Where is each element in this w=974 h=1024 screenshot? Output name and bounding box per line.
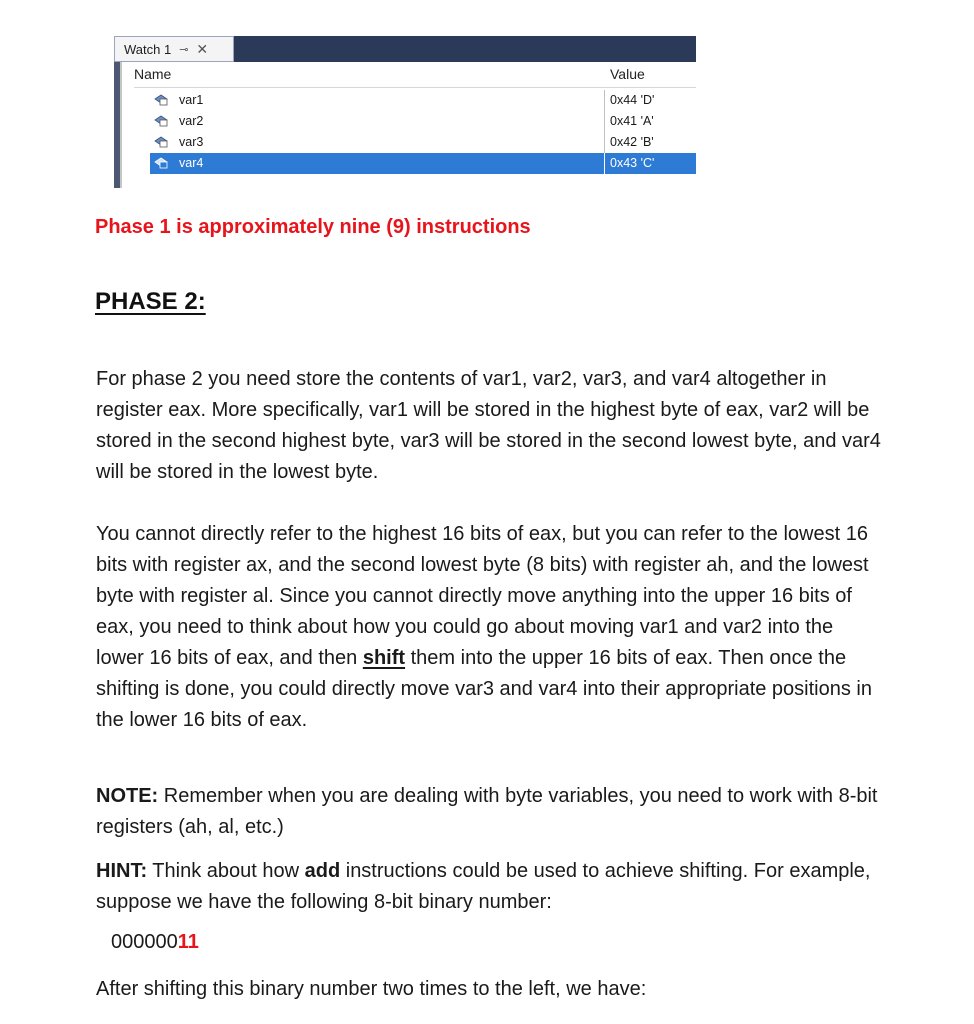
header-divider (134, 87, 696, 88)
column-divider (604, 111, 605, 132)
row-name: var1 (179, 93, 204, 107)
note-label: NOTE: (96, 785, 159, 807)
emphasis-add: add (304, 860, 341, 882)
emphasis-shift: shift (362, 647, 406, 669)
variable-icon (154, 94, 169, 106)
value-column-header[interactable]: Value (610, 66, 645, 82)
paragraph-text: You cannot directly refer to the highest 16 bits of eax, but you can refer to the lowest 16 bits with register ax, and the second lowest byte (8 bits) with register ah, and the lowest byte with register al. Since you cannot directly move anything into the upper 16 bits of eax, you need to think about how you could go about moving var1 and var2 into the lower 16 bits of eax, and then (96, 523, 869, 669)
panel-divider (120, 62, 122, 188)
phase2-heading: PHASE 2: (95, 288, 206, 315)
row-value: 0x44 'D' (610, 93, 655, 107)
phase1-note: Phase 1 is approximately nine (9) instructions (95, 216, 531, 238)
watch-row-var3[interactable] (150, 132, 696, 153)
note-text: Remember when you are dealing with byte variables, you need to work with 8-bit registers (ah, al, etc.) (96, 785, 878, 838)
hint-text: instructions could be used to achieve shifting. For example, suppose we have the following 8-bit binary number: (96, 860, 871, 913)
after-shift-paragraph: After shifting this binary number two times to the left, we have: (96, 978, 647, 1000)
hint-text: Think about how (147, 860, 305, 882)
variable-icon (154, 115, 169, 127)
column-divider (604, 132, 605, 153)
variable-icon (154, 157, 169, 169)
watch-row-var1[interactable] (150, 90, 696, 111)
row-name: var4 (179, 156, 204, 170)
variable-icon (154, 136, 169, 148)
paragraph-phase2-intro: For phase 2 you need store the contents of var1, var2, var3, and var4 altogether in register eax. More specifically, var1 will be stored in the highest byte of eax, var2 will be stored in the second highest byte, var3 will be stored in the second lowest byte, and var4 will be stored in the lowest byte. (96, 368, 881, 483)
watch-window (114, 36, 696, 188)
row-name: var3 (179, 135, 204, 149)
column-divider (604, 153, 605, 174)
binary-prefix: 000000 (111, 931, 178, 953)
watch-row-var4[interactable] (150, 153, 696, 174)
paragraph-register-explanation (96, 519, 886, 736)
row-name: var2 (179, 114, 204, 128)
name-column-header[interactable]: Name (134, 66, 172, 82)
note-paragraph (96, 781, 886, 843)
row-value: 0x42 'B' (610, 135, 654, 149)
row-value: 0x41 'A' (610, 114, 654, 128)
tab-label: Watch 1 (124, 41, 172, 57)
hint-label: HINT: (96, 860, 148, 882)
pin-icon[interactable]: ⊸ (179, 43, 189, 56)
hint-paragraph (96, 856, 886, 918)
watch-row-var2[interactable] (150, 111, 696, 132)
tab-watch-1[interactable] (114, 36, 234, 62)
column-divider (604, 90, 605, 111)
binary-highlighted-bits: 11 (177, 931, 199, 953)
row-value: 0x43 'C' (610, 156, 655, 170)
close-icon[interactable]: ✕ (196, 40, 209, 57)
paragraph-text: them into the upper 16 bits of eax. Then once the shifting is done, you could directly move var3 and var4 into their appropriate positions in the lower 16 bits of eax. (96, 647, 872, 731)
binary-example (111, 931, 199, 954)
